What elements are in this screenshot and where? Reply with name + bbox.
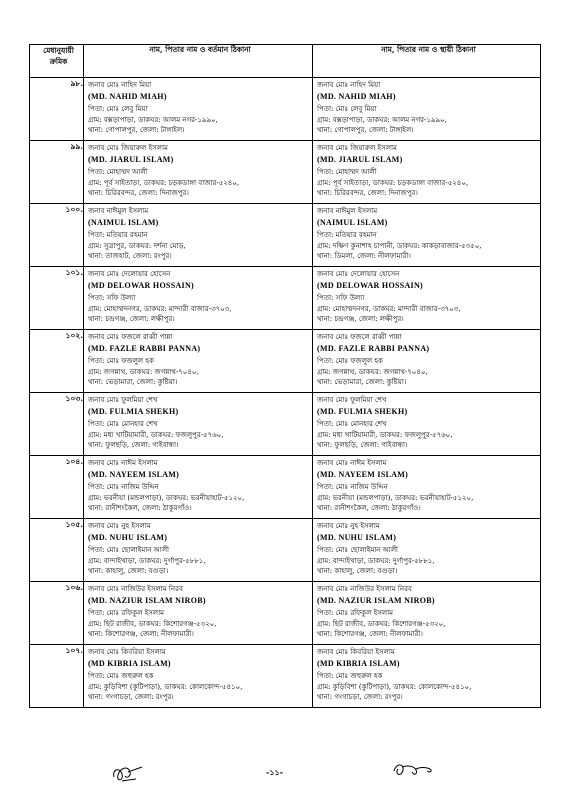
name-en: (MD. NAHID MIAH) — [317, 92, 396, 102]
father-name: পিতা: মোহাম্মদ আলী — [88, 168, 148, 177]
page-number: -১১- — [266, 767, 284, 777]
present-address-cell — [84, 141, 313, 204]
thana-district: থানা: ফুলছড়ি, জেলা: গাইবান্ধা। — [88, 440, 179, 449]
name-en: (MD. NAYEEM ISLAM) — [88, 470, 180, 480]
thana-district: থানা: কাহালু, জেলা: বগুড়া। — [88, 566, 169, 575]
signature-right — [390, 757, 438, 783]
father-name: পিতা: মোঃ ফজলুল হক — [88, 357, 154, 366]
father-name: পিতা: মোহাম্মদ আলী — [317, 168, 377, 177]
serial-number: ১০৭. — [30, 645, 84, 708]
name-bn: জনাব মোঃ দেলোয়ার হোসেন — [317, 270, 400, 278]
permanent-address-cell — [313, 78, 541, 141]
table-row — [30, 141, 541, 204]
serial-number: ১০৬. — [30, 582, 84, 645]
village-address: গ্রাম: পূর্ব সাইতাড়া, ডাকঘর: চড়কডাঙ্গা বাজার-৫২৪০, — [317, 178, 469, 187]
thana-district: থানা: চিরিরবন্দর, জেলা: দিনাজপুর। — [317, 188, 418, 197]
table-row — [30, 330, 541, 393]
permanent-address-cell — [313, 645, 541, 708]
name-bn: জনাব মোঃ ফুলমিয়া শেখ — [88, 396, 158, 404]
thana-district: থানা: কিশোরগঞ্জ, জেলা: নীলফামারী। — [317, 629, 423, 638]
name-bn: জনাব নাঈমুল ইসলাম — [88, 207, 149, 215]
village-address: গ্রাম: বান্দাইখাড়া, ডাকঘর: দুর্গাপুর-৫৮৮১, — [317, 556, 435, 565]
village-address: গ্রাম: বক্সড়াপাড়া, ডাকঘর: আলম নগর-১৯৯০, — [317, 115, 447, 124]
thana-district: থানা: ডিমলা, জেলা: নীলফামারী। — [317, 251, 411, 260]
serial-number: ১০৫. — [30, 519, 84, 582]
permanent-address-cell — [313, 393, 541, 456]
table-row — [30, 645, 541, 708]
name-en: (MD DELOWAR HOSSAIN) — [88, 281, 195, 291]
thana-district: থানা: রানীশংকৈল, জেলা: ঠাকুরগাঁও। — [88, 503, 192, 512]
village-address: গ্রাম: সুত্রাপুর, ডাকঘর: দর্শনা মোড়, — [88, 241, 186, 250]
thana-district: থানা: রানীশংকৈল, জেলা: ঠাকুরগাঁও। — [317, 503, 421, 512]
father-name: পিতা: মোঃ নাজিম উদ্দিন — [88, 483, 159, 492]
name-en: (MD. JIARUL ISLAM) — [88, 155, 174, 165]
name-en: (MD DELOWAR HOSSAIN) — [317, 281, 424, 291]
name-en: (MD KIBRIA ISLAM) — [317, 659, 400, 669]
present-address-cell — [84, 393, 313, 456]
father-name: পিতা: মোঃ লেবু মিয়া — [88, 105, 148, 114]
thana-district: থানা: ভেড়ামারা, জেলা: কুষ্টিয়া। — [88, 377, 178, 386]
name-en: (MD. FULMIA SHEKH) — [317, 407, 408, 417]
thana-district: থানা: চিরিরবন্দর, জেলা: দিনাজপুর। — [88, 188, 189, 197]
village-address: গ্রাম: জগন্নাথ, ডাকঘর: জগন্নাথ-৭০৪০, — [317, 367, 428, 376]
permanent-address-cell — [313, 267, 541, 330]
village-address: গ্রাম: ভরনীয়া (মন্ডলপাড়া), ডাকঘর: ভরনীয়াহাট-৫১২০, — [317, 493, 474, 502]
name-bn: জনাব নাঈমুল ইসলাম — [317, 207, 378, 215]
serial-number: ১০০. — [30, 204, 84, 267]
name-en: (NAIMUL ISLAM) — [317, 218, 388, 228]
present-address-cell — [84, 330, 313, 393]
present-address-cell — [84, 267, 313, 330]
village-address: গ্রাম: ছিট রাজীব, ডাকঘর: কিশোরগঞ্জ-৫৩২০, — [317, 619, 446, 628]
name-bn: জনাব মোঃ নাঈম ইসলাম — [317, 459, 387, 467]
present-address-cell — [84, 519, 313, 582]
father-name: পিতা: মোঃ মোনহার শেখ — [88, 420, 158, 429]
thana-district: থানা: গোপালপুর, জেলা: টাঙ্গাইল। — [88, 125, 185, 134]
name-en: (MD. NAZIUR ISLAM NIROB) — [317, 596, 435, 606]
thana-district: থানা: চন্দ্রগঞ্জ, জেলা: লক্ষীপুর। — [317, 314, 404, 323]
permanent-address-cell — [313, 204, 541, 267]
name-en: (MD. NAHID MIAH) — [88, 92, 167, 102]
signature-left — [108, 757, 148, 787]
serial-number: ৯৯. — [30, 141, 84, 204]
name-bn: জনাব মোঃ নুহ ইসলাম — [317, 522, 380, 530]
name-bn: জনাব মোঃ নাহিদ মিয়া — [317, 81, 381, 89]
father-name: পিতা: মতিয়ার রহমান — [88, 231, 148, 240]
village-address: গ্রাম: মধ্য খাটিয়ামারী, ডাকঘর: ফজলুপুর-৫৭৬০, — [317, 430, 453, 439]
name-en: (MD. NAZIUR ISLAM NIROB) — [88, 596, 206, 606]
permanent-address-cell — [313, 582, 541, 645]
serial-number: ১০৪. — [30, 456, 84, 519]
village-address: গ্রাম: কুড়িবিশা (কুটিপাড়া), ডাকঘর: কোলকোন্দ-৫৪১০, — [317, 682, 472, 691]
name-en: (NAIMUL ISLAM) — [88, 218, 159, 228]
table-row — [30, 204, 541, 267]
thana-district: থানা: গংগাচড়া, জেলা: রংপুর। — [317, 692, 403, 701]
name-bn: জনাব মোঃ ফজলে রাব্বী পান্না — [317, 333, 402, 341]
village-address: গ্রাম: ভরনীয়া (মন্ডলপাড়া), ডাকঘর: ভরনীয়াহাট-৫১২০, — [88, 493, 245, 502]
table-row — [30, 582, 541, 645]
name-en: (MD. FAZLE RABBI PANNA) — [317, 344, 430, 354]
name-bn: জনাব মোঃ নাজিউর ইসলাম নিরব — [88, 585, 183, 593]
permanent-address-cell — [313, 141, 541, 204]
thana-district: থানা: গোপালপুর, জেলা: টাঙ্গাইল। — [317, 125, 414, 134]
thana-district: থানা: গংগাচড়া, জেলা: রংপুর। — [88, 692, 174, 701]
merit-list-table — [29, 44, 541, 708]
father-name: পিতা: মোঃ ফজলুল হক — [317, 357, 383, 366]
serial-number: ১০১. — [30, 267, 84, 330]
father-name: পিতা: মোঃ জহুরুল হক — [88, 672, 154, 681]
table-row — [30, 267, 541, 330]
village-address: গ্রাম: দক্ষিণ কুনাশাহ চাপানী, ডাকঘর: কাকড়াবাজার-৫৩৫০, — [317, 241, 482, 250]
name-en: (MD KIBRIA ISLAM) — [88, 659, 171, 669]
table-row — [30, 393, 541, 456]
name-bn: জনাব মোঃ ফজলে রাব্বী পান্না — [88, 333, 173, 341]
name-bn: জনাব মোঃ নাঈম ইসলাম — [88, 459, 158, 467]
thana-district: থানা: কাহালু, জেলা: বগুড়া। — [317, 566, 398, 575]
village-address: গ্রাম: বক্সড়াপাড়া, ডাকঘর: আলম নগর-১৯৯০, — [88, 115, 218, 124]
permanent-address-cell — [313, 330, 541, 393]
header-present-address: নাম, পিতার নাম ও বর্তমান ঠিকানা — [84, 45, 313, 78]
table-row — [30, 78, 541, 141]
permanent-address-cell — [313, 456, 541, 519]
father-name: পিতা: মোঃ ছোলাইমান আলী — [317, 546, 399, 555]
name-en: (MD. JIARUL ISLAM) — [317, 155, 403, 165]
table-header-row — [30, 45, 541, 78]
present-address-cell — [84, 204, 313, 267]
thana-district: থানা: কিশোরগঞ্জ, জেলা: নীলফামারী। — [88, 629, 194, 638]
present-address-cell — [84, 78, 313, 141]
village-address: গ্রাম: মধ্য খাটিয়ামারী, ডাকঘর: ফজলুপুর-৫৭৬০, — [88, 430, 224, 439]
father-name: পিতা: মোঃ রফিকুল ইসলাম — [88, 609, 165, 618]
name-bn: জনাব মোঃ কিবরিয়া ইসলাম — [88, 648, 166, 656]
village-address: গ্রাম: বান্দাইখাড়া, ডাকঘর: দুর্গাপুর-৫৮৮১, — [88, 556, 206, 565]
thana-district: থানা: ভেড়ামারা, জেলা: কুষ্টিয়া। — [317, 377, 407, 386]
name-bn: জনাব মোঃ নুহ ইসলাম — [88, 522, 151, 530]
header-permanent-address: নাম, পিতার নাম ও স্থায়ী ঠিকানা — [313, 45, 541, 78]
name-bn: জনাব মোঃ দেলোয়ার হোসেন — [88, 270, 171, 278]
father-name: পিতা: মোঃ ছোলাইমান আলী — [88, 546, 170, 555]
father-name: পিতা: মোঃ রফিকুল ইসলাম — [317, 609, 394, 618]
serial-number: ১০৩. — [30, 393, 84, 456]
father-name: পিতা: মোঃ নাজিম উদ্দিন — [317, 483, 388, 492]
table-row — [30, 519, 541, 582]
village-address: গ্রাম: কুড়িবিশা (কুটিপাড়া), ডাকঘর: কোলকোন্দ-৫৪১০, — [88, 682, 243, 691]
table-row — [30, 456, 541, 519]
thana-district: থানা: তাজহাট, জেলা: রংপুর। — [88, 251, 172, 260]
permanent-address-cell — [313, 519, 541, 582]
village-address: গ্রাম: মোহাম্মদনগর, ডাকঘর: মান্দারী বাজার-৩৭০৩, — [88, 304, 232, 313]
name-bn: জনাব মোঃ ফুলমিয়া শেখ — [317, 396, 387, 404]
village-address: গ্রাম: মোহাম্মদনগর, ডাকঘর: মান্দারী বাজার-৩৭০৩, — [317, 304, 461, 313]
father-name: পিতা: মোঃ মোনহার শেখ — [317, 420, 387, 429]
present-address-cell — [84, 645, 313, 708]
name-bn: জনাব মোঃ জিয়ারুল ইসলাম — [88, 144, 168, 152]
present-address-cell — [84, 582, 313, 645]
thana-district: থানা: চন্দ্রগঞ্জ, জেলা: লক্ষীপুর। — [88, 314, 175, 323]
name-bn: জনাব মোঃ নাহিদ মিয়া — [88, 81, 152, 89]
name-bn: জনাব মোঃ নাজিউর ইসলাম নিরব — [317, 585, 412, 593]
thana-district: থানা: ফুলছড়ি, জেলা: গাইবান্ধা। — [317, 440, 408, 449]
name-en: (MD. FAZLE RABBI PANNA) — [88, 344, 201, 354]
name-en: (MD. FULMIA SHEKH) — [88, 407, 179, 417]
father-name: পিতা: মোঃ জহুরুল হক — [317, 672, 383, 681]
father-name: পিতা: সফি উল্যা — [317, 294, 365, 303]
village-address: গ্রাম: পূর্ব সাইতাড়া, ডাকঘর: চড়কডাঙ্গা বাজার-৫২৪০, — [88, 178, 240, 187]
header-serial: মেধানুযায়ী ক্রমিক — [30, 45, 84, 78]
father-name: পিতা: সফি উল্যা — [88, 294, 136, 303]
name-bn: জনাব মোঃ কিবরিয়া ইসলাম — [317, 648, 395, 656]
father-name: পিতা: মতিয়ার রহমান — [317, 231, 377, 240]
serial-number: ৯৮. — [30, 78, 84, 141]
present-address-cell — [84, 456, 313, 519]
name-en: (MD. NUHU ISLAM) — [317, 533, 397, 543]
village-address: গ্রাম: ছিট রাজীব, ডাকঘর: কিশোরগঞ্জ-৫৩২০, — [88, 619, 217, 628]
name-bn: জনাব মোঃ জিয়ারুল ইসলাম — [317, 144, 397, 152]
name-en: (MD. NUHU ISLAM) — [88, 533, 168, 543]
village-address: গ্রাম: জগন্নাথ, ডাকঘর: জগন্নাথ-৭০৪০, — [88, 367, 199, 376]
serial-number: ১০২. — [30, 330, 84, 393]
name-en: (MD. NAYEEM ISLAM) — [317, 470, 409, 480]
father-name: পিতা: মোঃ লেবু মিয়া — [317, 105, 377, 114]
